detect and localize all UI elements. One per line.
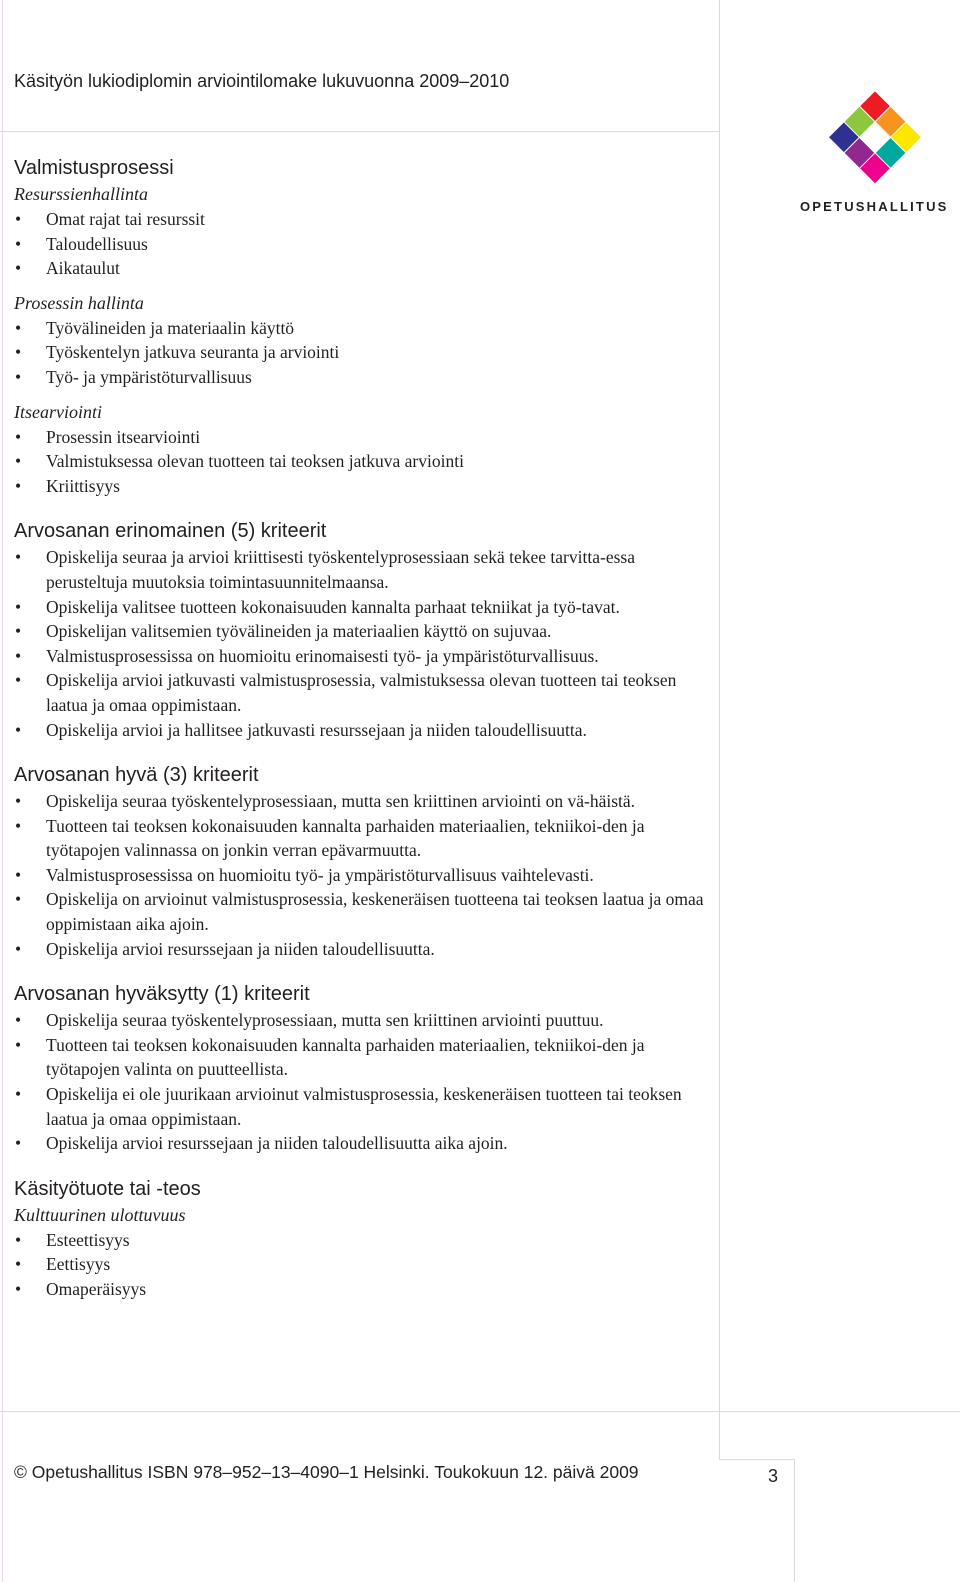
list-item: • Opiskelija valitsee tuotteen kokonaisuuden kannalta parhaat tekniikat ja työ-tavat. (14, 595, 714, 620)
logo-text: OPETUSHALLITUS (800, 199, 949, 214)
list-item: • Tuotteen tai teoksen kokonaisuuden kannalta parhaiden materiaalien, tekniikoi-den ja työtapojen valinta on puutteellista. (14, 1033, 714, 1082)
section-title: Arvosanan hyväksytty (1) kriteerit (14, 983, 310, 1006)
section-title: Arvosanan hyvä (3) kriteerit (14, 764, 259, 787)
criteria-group (14, 545, 714, 742)
criteria-group (14, 1203, 714, 1302)
opetushallitus-logo (800, 70, 950, 220)
list-item: • Aikataulut (14, 256, 714, 281)
list-item: • Opiskelija on arvioinut valmistusprosessia, keskeneräisen tuotteena tai teoksen laatua ja omaa oppimistaan aika ajoin. (14, 887, 714, 936)
list-item: • Opiskelija seuraa työskentelyprosessiaan, mutta sen kriittinen arviointi on vä-häistä. (14, 789, 714, 814)
list-item: • Työ- ja ympäristöturvallisuus (14, 365, 714, 390)
criteria-group (14, 400, 714, 499)
group-subtitle: Itsearviointi (14, 401, 102, 422)
page-number-box-top (719, 1459, 794, 1460)
footer-rule (0, 1411, 960, 1412)
main-content (14, 155, 714, 1302)
list-item: • Opiskelija seuraa työskentelyprosessiaan, mutta sen kriittinen arviointi puuttuu. (14, 1008, 714, 1033)
criteria-group (14, 182, 714, 281)
list-item: • Valmistusprosessissa on huomioitu työ- ja ympäristöturvallisuus vaihtelevasti. (14, 863, 714, 888)
section-title: Arvosanan erinomainen (5) kriteerit (14, 520, 327, 543)
page-number-box-right (794, 1459, 795, 1582)
list-item: • Opiskelija arvioi ja hallitsee jatkuvasti resurssejaan ja niiden taloudellisuutta. (14, 718, 714, 743)
bullet-list (14, 1008, 714, 1156)
bullet-list (14, 207, 714, 281)
criteria-group (14, 291, 714, 390)
bullet-list (14, 545, 714, 742)
section (14, 155, 714, 498)
left-margin-line (2, 0, 3, 1582)
list-item: • Opiskelijan valitsemien työvälineiden ja materiaalien käyttö on sujuvaa. (14, 619, 714, 644)
list-item: • Esteettisyys (14, 1228, 714, 1253)
list-item: • Prosessin itsearviointi (14, 425, 714, 450)
section-title: Käsityötuote tai -teos (14, 1177, 201, 1200)
group-subtitle: Prosessin hallinta (14, 292, 144, 313)
header-rule (0, 131, 720, 132)
list-item: • Työvälineiden ja materiaalin käyttö (14, 316, 714, 341)
bullet-list (14, 425, 714, 499)
section (14, 518, 714, 742)
list-item: • Valmistuksessa olevan tuotteen tai teoksen jatkuva arviointi (14, 449, 714, 474)
section (14, 762, 714, 961)
list-item: • Eettisyys (14, 1252, 714, 1277)
section-title: Valmistusprosessi (14, 157, 174, 179)
list-item: • Opiskelija arvioi jatkuvasti valmistusprosessia, valmistuksessa olevan tuotteen tai teoksen laatua ja omaa oppimistaan. (14, 668, 714, 717)
criteria-group (14, 789, 714, 961)
footer-text: © Opetushallitus ISBN 978–952–13–4090–1 Helsinki. Toukokuun 12. päivä 2009 (14, 1462, 639, 1482)
list-item: • Työskentelyn jatkuva seuranta ja arviointi (14, 340, 714, 365)
page-number: 3 (768, 1466, 779, 1486)
bullet-list (14, 1228, 714, 1302)
list-item: • Omaperäisyys (14, 1277, 714, 1302)
section (14, 1176, 714, 1302)
criteria-group (14, 1008, 714, 1156)
group-subtitle: Resurssienhallinta (14, 184, 148, 204)
list-item: • Tuotteen tai teoksen kokonaisuuden kannalta parhaiden materiaalien, tekniikoi-den ja työtapojen valinnassa on jonkin verran epävarmuutta. (14, 814, 714, 863)
list-item: • Opiskelija arvioi resurssejaan ja niiden taloudellisuutta. (14, 937, 714, 962)
group-subtitle: Kulttuurinen ulottuvuus (14, 1204, 186, 1225)
list-item: • Opiskelija arvioi resurssejaan ja niiden taloudellisuutta aika ajoin. (14, 1131, 714, 1156)
bullet-list (14, 789, 714, 961)
list-item: • Kriittisyys (14, 474, 714, 499)
section (14, 981, 714, 1156)
document-title: Käsityön lukiodiplomin arviointilomake lukuvuonna 2009–2010 (14, 71, 510, 91)
right-column-divider (719, 0, 720, 1460)
list-item: • Valmistusprosessissa on huomioitu erinomaisesti työ- ja ympäristöturvallisuus. (14, 644, 714, 669)
list-item: • Taloudellisuus (14, 232, 714, 257)
list-item: • Opiskelija ei ole juurikaan arvioinut valmistusprosessia, keskeneräisen tuotteen tai teoksen laatua ja omaa oppimistaan. (14, 1082, 714, 1131)
bullet-list (14, 316, 714, 390)
list-item: • Opiskelija seuraa ja arvioi kriittisesti työskentelyprosessiaan sekä tekee tarvitta-essa perusteltuja muutoksia toimintasuunnitelmaansa. (14, 545, 714, 594)
list-item: • Omat rajat tai resurssit (14, 207, 714, 232)
